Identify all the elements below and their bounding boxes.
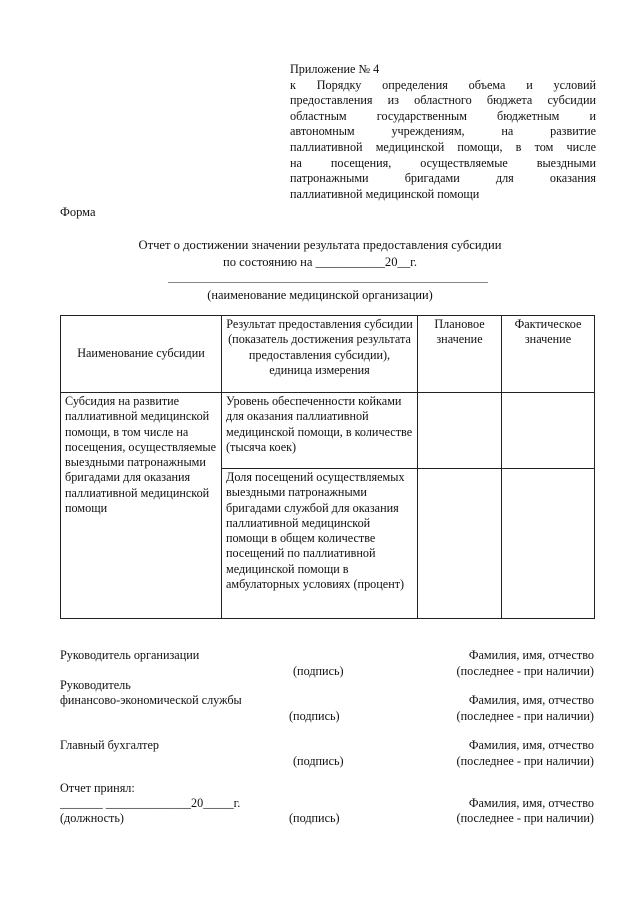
finance-label-2: финансово-экономической службы <box>60 693 242 707</box>
appendix-title: Приложение № 4 <box>290 62 380 76</box>
appendix-line: областным государственным бюджетным и <box>290 108 596 123</box>
results-table <box>60 315 595 619</box>
accepted-sign: (подпись) <box>289 811 340 825</box>
finance-fio: Фамилия, имя, отчество <box>468 693 594 707</box>
appendix-line: на посещения, осуществляемые выездными <box>290 155 596 170</box>
accepted-date-line: _______ ______________20_____г. <box>60 796 241 810</box>
accountant-sign: (подпись) <box>293 754 344 768</box>
fact-cell <box>502 469 595 619</box>
report-date-line: по состоянию на ___________20__г. <box>222 255 418 269</box>
org-name-label: (наименование медицинской организации) <box>207 288 433 302</box>
head-fio: Фамилия, имя, отчество <box>468 648 594 662</box>
appendix-line: к Порядку определения объема и условий <box>290 77 596 92</box>
head-label: Руководитель организации <box>60 648 200 662</box>
accepted-position: (должность) <box>60 811 124 825</box>
accepted-label: Отчет принял: <box>60 781 135 795</box>
header-plan: Плановое значение <box>418 316 502 393</box>
header-fact: Фактическое значение <box>502 316 595 393</box>
head-fio-note: (последнее - при наличии) <box>456 664 594 678</box>
subsidy-name-cell: Субсидия на развитие паллиативной медицинской помощи, в том числе на посещения, осуществляемые выездными патронажными бригадами для оказания паллиативной медицинской помощи <box>61 393 222 619</box>
appendix-line: паллиативной медицинской помощи <box>290 186 480 201</box>
appendix-line: паллиативной медицинской помощи, в том числе <box>290 139 596 154</box>
appendix-line: патронажными бригадами для оказания <box>290 171 596 186</box>
fact-cell <box>502 393 595 469</box>
finance-label-1: Руководитель <box>60 678 131 692</box>
accepted-fio: Фамилия, имя, отчество <box>468 796 594 810</box>
header-subsidy-name: Наименование субсидии <box>61 316 222 393</box>
report-title: Отчет о достижении значении результата предоставления субсидии <box>138 238 502 252</box>
accountant-label: Главный бухгалтер <box>60 738 160 752</box>
plan-cell <box>418 393 502 469</box>
plan-cell <box>418 469 502 619</box>
accepted-fio-note: (последнее - при наличии) <box>456 811 594 825</box>
table-header-row <box>61 316 595 393</box>
org-name-line <box>168 282 488 283</box>
appendix-block <box>290 62 596 202</box>
head-sign: (подпись) <box>293 664 344 678</box>
table-row <box>61 393 595 469</box>
accountant-fio: Фамилия, имя, отчество <box>468 738 594 752</box>
finance-fio-note: (последнее - при наличии) <box>456 709 594 723</box>
appendix-line: автономным учреждениям, на развитие <box>290 124 596 139</box>
result-cell: Доля посещений осуществляемых выездными патронажными бригадами службой для оказания паллиативной медицинской помощи в общем количестве посещений по паллиативной медицинской помощи в амбулаторных условиях (процент) <box>222 469 418 619</box>
form-label: Форма <box>60 205 96 219</box>
header-result: Результат предоставления субсидии (показатель достижения результата предоставления субсидии), единица измерения <box>222 316 418 393</box>
appendix-line: предоставления из областного бюджета субсидии <box>290 93 596 108</box>
result-cell: Уровень обеспеченности койками для оказания паллиативной медицинской помощи, в количестве (тысяча коек) <box>222 393 418 469</box>
finance-sign: (подпись) <box>289 709 340 723</box>
accountant-fio-note: (последнее - при наличии) <box>456 754 594 768</box>
